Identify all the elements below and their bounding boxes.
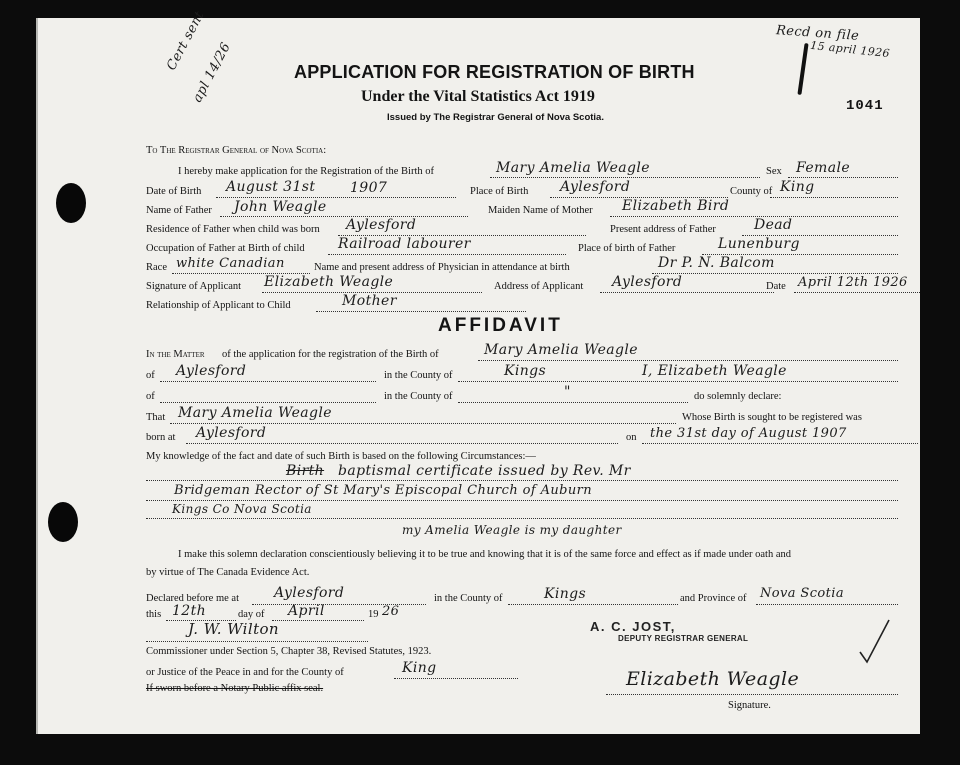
justice-county-value: King: [402, 660, 437, 676]
occupation-value: Railroad labourer: [338, 236, 471, 252]
matter-line: [478, 360, 898, 361]
issued-by: Issued by The Registrar General of Nova Scotia.: [387, 112, 604, 123]
application-date-line: [794, 292, 920, 293]
of1-label: of: [146, 370, 155, 381]
matter-prefix: In the Matter: [146, 349, 205, 360]
deponent-signature: Elizabeth Weagle: [626, 668, 800, 690]
application-date-value: April 12th 1926: [798, 275, 908, 290]
deputy-registrar-stamp-name: A. C. JOST,: [590, 619, 676, 634]
day-of-label: day of: [238, 609, 265, 620]
circumstance-line-3-text: Kings Co Nova Scotia: [172, 502, 312, 516]
year-prefix: 19: [368, 609, 379, 620]
of2-label: of: [146, 391, 155, 402]
checkmark-icon: [858, 618, 892, 669]
addressee-line: To The Registrar General of Nova Scotia:: [146, 145, 327, 156]
margin-pen-stroke: [797, 43, 808, 95]
born-at-value: Aylesford: [196, 425, 267, 441]
province-value: Nova Scotia: [760, 586, 844, 601]
that-name-value: Mary Amelia Weagle: [178, 405, 332, 421]
child-name-line: [490, 177, 760, 178]
deponent-value: I, Elizabeth Weagle: [642, 363, 787, 379]
occupation-label: Occupation of Father at Birth of child: [146, 243, 305, 254]
knowledge-label: My knowledge of the fact and date of such Birth is based on the following Circumstances:—: [146, 451, 536, 462]
circumstance-line-3: [146, 518, 898, 519]
race-value: white Canadian: [176, 256, 285, 271]
dob-year-value: 1907: [350, 180, 388, 196]
declared-county-label: in the County of: [434, 593, 503, 604]
dob-day-value: August 31st: [226, 179, 316, 195]
place-value: Aylesford: [560, 179, 631, 195]
deponent-signature-line: [606, 694, 898, 695]
declared-place-value: Aylesford: [274, 585, 345, 601]
county1-value: Kings: [504, 363, 547, 379]
county2-value: ": [564, 384, 571, 400]
of1-place-value: Aylesford: [176, 363, 247, 379]
commissioner-line: [146, 641, 368, 642]
deputy-registrar-stamp-title: DEPUTY REGISTRAR GENERAL: [618, 634, 749, 643]
county-value: King: [780, 179, 815, 195]
circumstance-line-2: [146, 500, 898, 501]
sex-line: [788, 177, 898, 178]
sought-label: Whose Birth is sought to be registered was: [682, 412, 862, 423]
commissioner-text: Commissioner under Section 5, Chapter 38, Revised Statutes, 1923.: [146, 646, 432, 657]
father-value: John Weagle: [234, 199, 327, 215]
applicant-address-value: Aylesford: [612, 274, 683, 290]
present-address-label: Present address of Father: [610, 224, 716, 235]
circumstance-line-1-text: baptismal certificate issued by Rev. Mr: [338, 463, 631, 479]
year-suffix-value: 26: [382, 604, 400, 619]
birth-registration-form: [36, 8, 920, 734]
file-number: 1041: [846, 98, 884, 114]
father-line: [220, 216, 468, 217]
on-label: on: [626, 432, 637, 443]
county2-line: [458, 402, 688, 403]
declared-place-line: [252, 604, 426, 605]
declared-county-value: Kings: [544, 586, 587, 602]
county-label: County of: [730, 186, 773, 197]
applicant-signature-label: Signature of Applicant: [146, 281, 242, 292]
commissioner-signature: J. W. Wilton: [188, 620, 279, 638]
physician-value: Dr P. N. Balcom: [658, 255, 775, 271]
place-label: Place of Birth: [470, 186, 529, 197]
province-label: and Province of: [680, 593, 747, 604]
on-date-value: the 31st day of August 1907: [650, 426, 847, 441]
physician-label: Name and present address of Physician in attendance at birth: [314, 262, 570, 273]
solemn-declaration-2: by virtue of The Canada Evidence Act.: [146, 567, 310, 578]
justice-county-line: [394, 678, 518, 679]
relationship-label: Relationship of Applicant to Child: [146, 300, 291, 311]
margin-note-top-right-1: Recd on file: [775, 23, 860, 44]
affidavit-heading: AFFIDAVIT: [438, 315, 563, 336]
child-name-value: Mary Amelia Weagle: [496, 160, 650, 176]
born-at-line: [186, 443, 618, 444]
that-line: [170, 423, 676, 424]
circumstance-struck-word: Birth: [286, 463, 325, 479]
declared-label: Declared before me at: [146, 593, 239, 604]
month-line: [272, 620, 364, 621]
occupation-line: [328, 254, 566, 255]
father-birthplace-value: Lunenburg: [718, 236, 800, 252]
county1-label: in the County of: [384, 370, 453, 381]
circumstance-line-2-text: Bridgeman Rector of St Mary's Episcopal Church of Auburn: [174, 483, 593, 498]
county1-line: [458, 381, 898, 382]
declare-label: do solemnly declare:: [694, 391, 782, 402]
county2-label: in the County of: [384, 391, 453, 402]
applicant-address-label: Address of Applicant: [494, 281, 584, 292]
applicant-address-line: [600, 292, 774, 293]
father-label: Name of Father: [146, 205, 212, 216]
signature-label: Signature.: [728, 700, 771, 711]
declared-county-line: [508, 604, 678, 605]
margin-note-top-left-1: Cert sent: [164, 8, 208, 74]
residence-label: Residence of Father when child was born: [146, 224, 320, 235]
province-line: [756, 604, 898, 605]
sex-label: Sex: [766, 166, 782, 177]
matter-name-value: Mary Amelia Weagle: [484, 342, 638, 358]
dob-line: [216, 197, 456, 198]
solemn-declaration-1: I make this solemn declaration conscientiously believing it to be true and knowing that it is of the same force and effect as if made under oath and: [178, 549, 791, 560]
circumstance-line-1: [146, 480, 898, 481]
physician-line: [652, 273, 898, 274]
punch-hole-top: [56, 183, 86, 223]
circumstance-line-4-text: my Amelia Weagle is my daughter: [402, 523, 622, 537]
month-value: April: [288, 603, 325, 619]
applicant-signature-value: Elizabeth Weagle: [264, 274, 394, 290]
intro-label: I hereby make application for the Registration of the Birth of: [178, 166, 435, 177]
residence-value: Aylesford: [346, 217, 417, 233]
justice-text: or Justice of the Peace in and for the County of: [146, 667, 344, 678]
application-date-label: Date: [766, 281, 786, 292]
dob-label: Date of Birth: [146, 186, 202, 197]
margin-note-top-right-2: 15 april 1926: [809, 38, 891, 61]
form-title: APPLICATION FOR REGISTRATION OF BIRTH: [294, 62, 695, 82]
this-label: this: [146, 609, 162, 620]
born-at-label: born at: [146, 432, 176, 443]
county-line: [770, 197, 898, 198]
margin-note-top-left-2: apl 14/26: [190, 40, 234, 106]
relationship-line: [316, 311, 526, 312]
punch-hole-bottom: [48, 502, 78, 542]
sex-value: Female: [796, 160, 851, 176]
race-label: Race: [146, 262, 167, 273]
of1-line: [160, 381, 376, 382]
present-address-value: Dead: [754, 217, 793, 233]
on-line: [642, 443, 918, 444]
of2-line: [160, 402, 376, 403]
that-label: That: [146, 412, 166, 423]
form-subtitle: Under the Vital Statistics Act 1919: [361, 88, 595, 105]
maiden-label: Maiden Name of Mother: [488, 205, 593, 216]
this-day-value: 12th: [172, 603, 207, 619]
maiden-value: Elizabeth Bird: [622, 198, 730, 214]
notary-text: If sworn before a Notary Public affix seal.: [146, 683, 324, 694]
father-birthplace-label: Place of birth of Father: [578, 243, 676, 254]
relationship-value: Mother: [342, 293, 397, 309]
matter-label: of the application for the registration of the Birth of: [222, 349, 439, 360]
